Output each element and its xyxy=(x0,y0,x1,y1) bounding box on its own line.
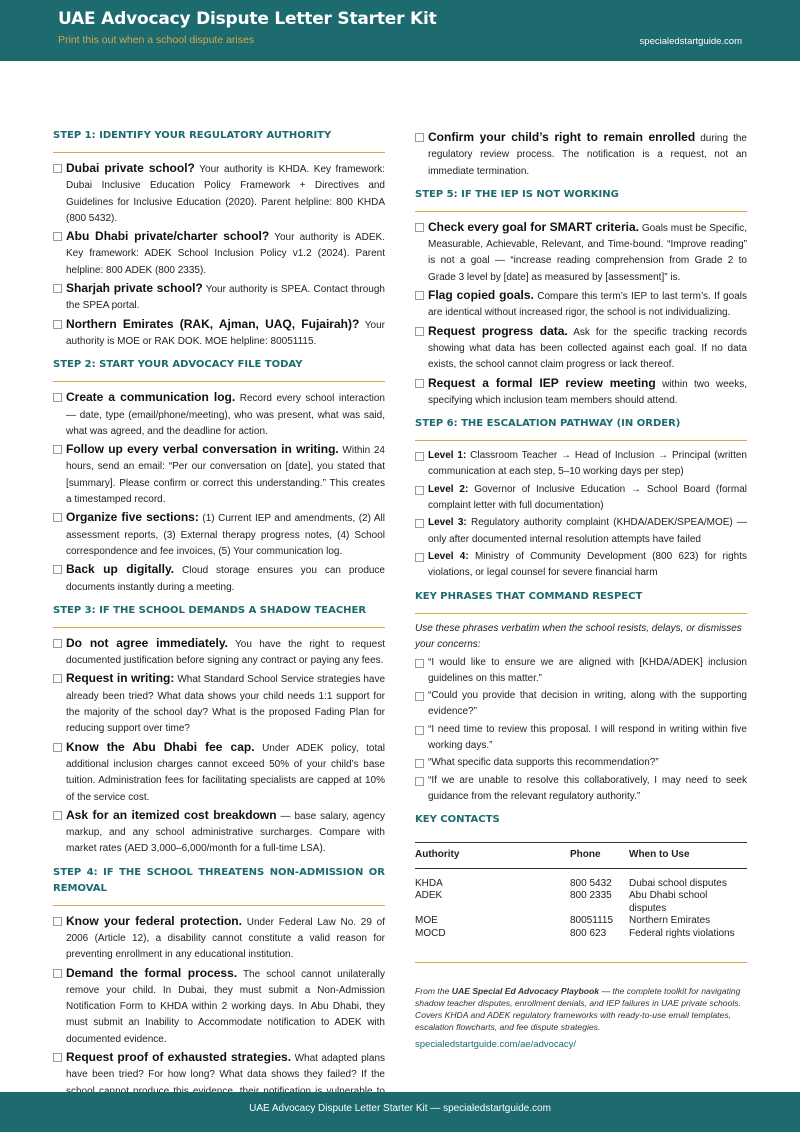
checkbox-icon[interactable] xyxy=(415,452,424,461)
checkbox-icon[interactable] xyxy=(415,133,424,142)
item-text: Under ADEK policy, total additional inclusion charges cannot exceed 50% of your child’s base tuition. Administration fees for facilitating specialists are capped at 10% of the service cost. xyxy=(66,742,385,803)
table-row xyxy=(415,915,747,928)
checklist-item xyxy=(415,755,747,771)
key-phrases-heading: KEY PHRASES THAT COMMAND RESPECT xyxy=(415,590,643,602)
checklist-item xyxy=(415,129,747,180)
item-text: Ministry of Community Development (800 623) for rights violations, or legal counsel for severe financial harm xyxy=(428,550,747,579)
item-lead: Create a communication log. xyxy=(66,390,236,405)
item-lead: Dubai private school? xyxy=(66,161,195,175)
checklist-item xyxy=(53,509,385,560)
checkbox-icon[interactable] xyxy=(53,565,62,574)
item-lead: Organize five sections: xyxy=(66,510,199,525)
step4-section xyxy=(53,865,385,1117)
item-lead: Level 1: xyxy=(428,450,467,462)
item-lead: Request progress data. xyxy=(428,323,568,338)
checkbox-icon[interactable] xyxy=(53,639,62,648)
item-text: Your authority is MOE or RAK DOK. MOE helpline: 80051115. xyxy=(66,319,385,347)
checklist-item xyxy=(53,316,385,351)
page-footer xyxy=(0,1092,800,1132)
item-text: Ask for the specific tracking records showing what data has been collected against each goal. If no data exists, the school cannot claim progress or lack thereof. xyxy=(428,326,747,371)
checklist-item xyxy=(415,375,747,410)
key-phrases-section xyxy=(415,589,747,806)
credit-book-title: UAE Special Ed Advocacy Playbook xyxy=(451,986,600,996)
item-text: Within 24 hours, send an email: “Per our conversation on [date], you stated that [summary]. Please confirm or correct this understanding.” This creates a timestamped record. xyxy=(66,445,385,506)
step3-divider xyxy=(53,627,385,628)
checkbox-icon[interactable] xyxy=(415,726,424,735)
checkbox-icon[interactable] xyxy=(53,513,62,522)
item-lead: Do not agree immediately. xyxy=(66,635,228,650)
item-lead: Flag copied goals. xyxy=(428,288,534,303)
item-text: Classroom Teacher → Head of Inclusion → Principal (written communication at each step, 5–10 working days per step) xyxy=(428,450,747,478)
contacts-table xyxy=(415,842,747,940)
key-contacts-heading: KEY CONTACTS xyxy=(415,814,500,826)
phrase-text: “What specific data supports this recommendation?” xyxy=(428,757,659,769)
step5-section xyxy=(415,187,747,409)
step2-heading: STEP 2: START YOUR ADVOCACY FILE TODAY xyxy=(53,359,303,371)
checkbox-icon[interactable] xyxy=(53,445,62,454)
checklist-item xyxy=(53,965,385,1048)
checkbox-icon[interactable] xyxy=(415,553,424,562)
item-lead: Ask for an itemized cost breakdown xyxy=(66,807,277,822)
item-text: Regulatory authority complaint (KHDA/ADEK/SPEA/MOE) — only after documented internal resolution attempts have failed xyxy=(428,517,748,545)
checklist-item xyxy=(53,670,385,737)
step1-divider xyxy=(53,152,385,153)
checklist-item xyxy=(53,160,385,227)
table-cell: MOCD xyxy=(415,927,446,939)
item-lead: Confirm your child’s right to remain enrolled xyxy=(428,130,696,144)
item-text: The school cannot unilaterally remove your child. In Dubai, they must submit a Non-Admission Notification Form to KHDA within 2 working days. In Abu Dhabi, they must submit an Inability to Accommodate notification to ADEK with documented evidence. xyxy=(66,968,385,1045)
checkbox-icon[interactable] xyxy=(53,284,62,293)
checkbox-icon[interactable] xyxy=(53,320,62,329)
table-row xyxy=(415,868,747,890)
table-cell: MOE xyxy=(415,915,438,926)
checkbox-icon[interactable] xyxy=(53,1053,62,1062)
checklist-item xyxy=(53,561,385,596)
checklist-item xyxy=(53,807,385,858)
playbook-credit xyxy=(415,985,747,1033)
checklist-item xyxy=(415,515,747,548)
step1-section xyxy=(53,128,385,350)
checkbox-icon[interactable] xyxy=(415,223,424,232)
checklist-item xyxy=(415,655,747,688)
checklist-item xyxy=(53,441,385,508)
item-lead: Know the Abu Dhabi fee cap. xyxy=(66,739,255,754)
phrase-text: “I would like to ensure we are aligned with [KHDA/ADEK] inclusion guidelines on this matter.” xyxy=(428,656,747,684)
item-text: — base salary, agency markup, and any school administrative surcharges. Compare with market rates (AED 3,000–6,000/month for a full-time LSA). xyxy=(66,810,385,855)
checkbox-icon[interactable] xyxy=(53,811,62,820)
checkbox-icon[interactable] xyxy=(415,327,424,336)
item-text: Governor of Inclusive Education → School Board (formal complaint letter with full documentation) xyxy=(428,483,748,512)
item-lead: Level 4: xyxy=(428,550,469,562)
table-cell: Abu Dhabi school disputes xyxy=(629,890,708,914)
checklist-item xyxy=(415,722,747,755)
checklist-item xyxy=(415,688,747,721)
checkbox-icon[interactable] xyxy=(415,777,424,786)
checklist-item xyxy=(415,549,747,582)
item-text: What adapted plans have been tried? For how long? What data shows they failed? If the xyxy=(66,1053,386,1081)
checklist-item xyxy=(53,228,385,279)
item-lead: Sharjah private school? xyxy=(66,281,203,296)
checkbox-icon[interactable] xyxy=(53,917,62,926)
item-lead: Back up digitally. xyxy=(66,562,175,577)
contacts-table-wrap xyxy=(415,842,747,963)
step4-divider xyxy=(53,905,385,906)
item-lead: Demand the formal process. xyxy=(66,965,238,980)
checklist-item xyxy=(53,739,385,806)
phrase-text: “Could you provide that decision in writing, along with the supporting evidence?” xyxy=(428,690,747,718)
checkbox-icon[interactable] xyxy=(415,519,424,528)
item-text: Record every school interaction — date, type (email/phone/meeting), who was present, what was said, what was agreed, and the deadline for action. xyxy=(66,393,385,437)
right-column xyxy=(415,129,747,1053)
item-text: within two weeks, specifying which inclusion team members should attend. xyxy=(428,378,748,406)
item-lead: Request a formal IEP review meeting xyxy=(428,375,656,390)
step6-heading: STEP 6: THE ESCALATION PATHWAY (IN ORDER) xyxy=(415,418,681,430)
key-phrases-divider xyxy=(415,613,747,614)
table-cell: ADEK xyxy=(415,890,443,901)
table-row xyxy=(415,890,747,915)
item-lead: Check every goal for SMART criteria. xyxy=(428,219,639,234)
checkbox-icon[interactable] xyxy=(415,291,424,300)
item-text: Cloud storage ensures you can produce documents instantly during a meeting. xyxy=(66,565,385,593)
step4-heading: STEP 4: IF THE SCHOOL THREATENS NON-ADMISSION OR REMOVAL xyxy=(53,866,385,894)
playbook-link[interactable]: specialedstartguide.com/ae/advocacy/ xyxy=(415,1039,577,1050)
checkbox-icon[interactable] xyxy=(415,759,424,768)
item-text: Under Federal Law No. 29 of 2006 (Article 12), a disability cannot constitute a valid reason for preventing enrollment in any educational institution. xyxy=(66,916,386,961)
item-lead: Follow up every verbal conversation in writing. xyxy=(66,442,339,457)
checkbox-icon[interactable] xyxy=(415,692,424,701)
table-cell: KHDA xyxy=(415,877,443,889)
credit-description: — the complete toolkit for navigating shadow teacher disputes, enrollment denials, and IEP failures in UAE private schools. Covers KHDA and ADEK regulatory frameworks with ready-to-use email templates, escalation flowcharts, and fee dispute strategies. xyxy=(415,986,741,1032)
item-text: during the regulatory review process. The notification is a request, not an immediate termination. xyxy=(428,133,747,177)
key-phrases-intro: Use these phrases verbatim when the school resists, delays, or dismisses your concerns: xyxy=(415,622,742,650)
table-cell: Dubai school disputes xyxy=(629,877,727,889)
checklist-item xyxy=(415,323,747,374)
checkbox-icon[interactable] xyxy=(53,393,62,402)
item-lead: Know your federal protection. xyxy=(66,913,242,928)
column-header: When to Use xyxy=(629,843,747,868)
step1-heading: STEP 1: IDENTIFY YOUR REGULATORY AUTHORITY xyxy=(53,130,332,141)
item-lead: Northern Emirates (RAK, Ajman, UAQ, Fujairah)? xyxy=(66,316,360,331)
checkbox-icon[interactable] xyxy=(53,232,62,241)
left-column xyxy=(53,128,385,1117)
item-text: What Standard School Service strategies have already been tried? What data shows your child needs 1:1 support for the majority of the school day? What is the proposed Fading Plan for reducing support over time? xyxy=(66,674,386,735)
checklist-item xyxy=(53,913,385,964)
phrase-text: “I need time to review this proposal. I will respond in writing within five working days.” xyxy=(428,723,747,752)
step6-divider xyxy=(415,440,747,441)
footer-text: UAE Advocacy Dispute Letter Starter Kit — specialedstartguide.com xyxy=(249,1103,551,1114)
item-text: Your authority is ADEK. Key framework: ADEK School Inclusion Policy v1.2 (2024). Parent helpline: 800 ADEK (800 2335). xyxy=(66,232,385,276)
table-cell: Federal rights violations xyxy=(629,927,735,939)
item-lead: Level 2: xyxy=(428,483,469,495)
item-text: Your authority is KHDA. Key framework: Dubai Inclusive Education Policy Framework + Directives and Guidelines for Inclusive Education (2020). Parent helpline: 800 KHDA (800 5432). xyxy=(66,164,386,224)
checklist-item xyxy=(53,389,385,440)
column-header: Authority xyxy=(415,843,570,868)
step6-section xyxy=(415,416,747,581)
checkbox-icon[interactable] xyxy=(415,379,424,388)
header-site-url: specialedstartguide.com xyxy=(639,36,742,47)
step2-divider xyxy=(53,381,385,382)
page-header xyxy=(0,0,800,61)
item-lead: Request proof of exhausted strategies. xyxy=(66,1050,292,1065)
checkbox-icon[interactable] xyxy=(415,659,424,668)
checklist-item xyxy=(415,219,747,286)
phrase-text: “If we are unable to resolve this collaboratively, I may need to seek guidance from the relevant regulatory authority.” xyxy=(428,774,747,802)
column-header: Phone xyxy=(570,843,629,868)
item-text: Compare this term’s IEP to last term’s. If goals are identical without increased rigor, the school is not individualizing. xyxy=(428,291,748,319)
checklist-item xyxy=(415,287,747,322)
item-lead: Level 3: xyxy=(428,517,467,529)
item-text: Goals must be Specific, Measurable, Achievable, Relevant, and Time-bound. “Improve reading” is not a goal — “increase reading comprehension from Grade 2 to Grade 3 level by [date] as measured by [assessment]” is. xyxy=(428,222,747,283)
table-header-row xyxy=(415,843,747,868)
key-contacts-section xyxy=(415,812,747,963)
item-text: (1) Current IEP and amendments, (2) All assessment reports, (3) External therapy progress notes, (4) School correspondence and fee invoices, (5) Your communication log. xyxy=(66,513,385,557)
table-cell: 80051115 xyxy=(570,915,614,926)
checkbox-icon[interactable] xyxy=(415,486,424,495)
step5-divider xyxy=(415,211,747,212)
checkbox-icon[interactable] xyxy=(53,674,62,683)
table-cell: 800 5432 xyxy=(570,877,612,889)
checkbox-icon[interactable] xyxy=(53,743,62,752)
table-cell: 800 2335 xyxy=(570,890,612,901)
checklist-item xyxy=(415,773,747,806)
checklist-item xyxy=(415,448,747,481)
table-cell: Northern Emirates xyxy=(629,915,711,926)
step5-heading: STEP 5: IF THE IEP IS NOT WORKING xyxy=(415,188,619,200)
credit-from: From the xyxy=(415,986,450,996)
checklist-item xyxy=(53,280,385,315)
checklist-item xyxy=(53,635,385,670)
item-lead: Request in writing: xyxy=(66,671,175,686)
table-row xyxy=(415,928,747,941)
item-text: Your authority is SPEA. Contact through the SPEA portal. xyxy=(66,284,385,312)
checkbox-icon[interactable] xyxy=(53,164,62,173)
step3-heading: STEP 3: IF THE SCHOOL DEMANDS A SHADOW TEACHER xyxy=(53,604,367,616)
step2-section xyxy=(53,357,385,596)
table-cell: 800 623 xyxy=(570,927,607,939)
item-text: You have the right to request documented justification before signing any contract or paying any fees. xyxy=(66,638,385,667)
checklist-item xyxy=(415,482,747,515)
checkbox-icon[interactable] xyxy=(53,969,62,978)
page-subtitle: Print this out when a school dispute arises xyxy=(58,34,255,46)
step3-section xyxy=(53,603,385,858)
item-lead: Abu Dhabi private/charter school? xyxy=(66,229,270,244)
page-title: UAE Advocacy Dispute Letter Starter Kit xyxy=(58,9,437,29)
